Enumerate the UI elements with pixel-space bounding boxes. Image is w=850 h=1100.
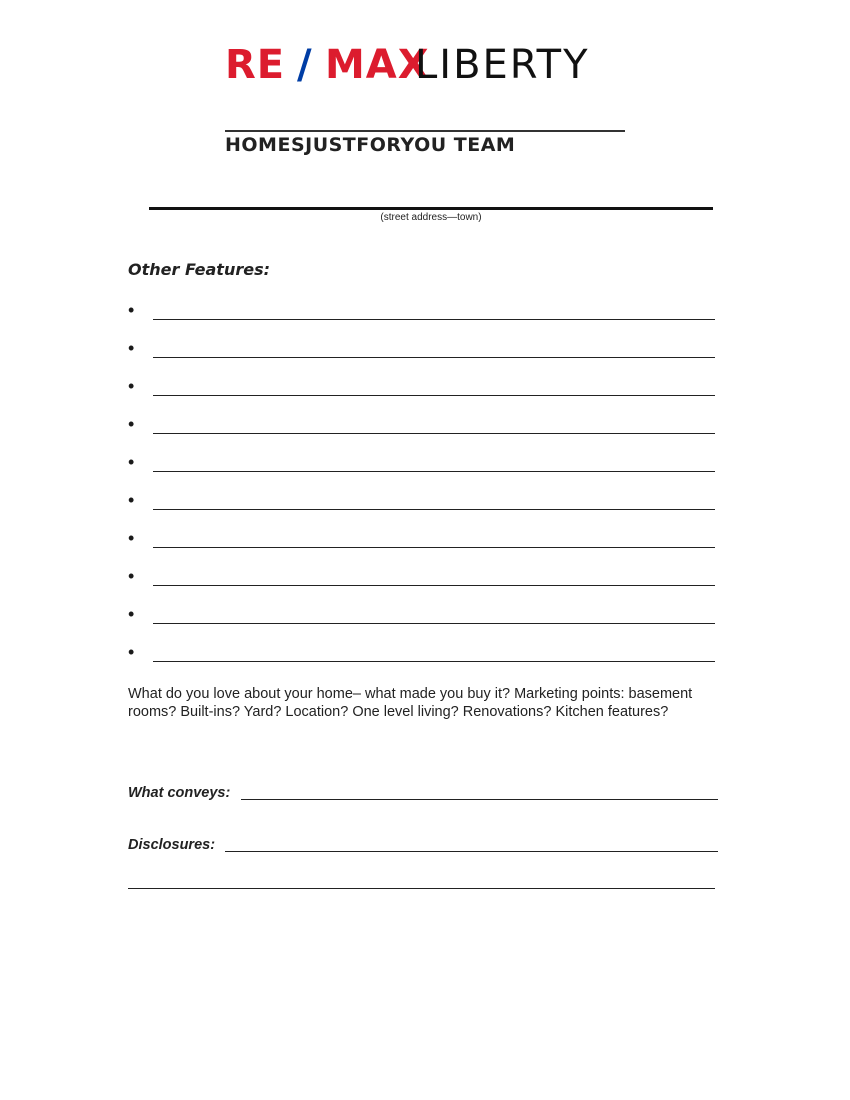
bullet-icon: • xyxy=(128,300,135,320)
features-list xyxy=(128,300,718,680)
logo-team-name: HOMESJUSTFORYOU TEAM xyxy=(225,134,516,156)
feature-item xyxy=(128,376,718,414)
feature-input-line[interactable] xyxy=(153,661,715,662)
logo-slash-text: / xyxy=(297,42,312,88)
feature-item xyxy=(128,642,718,680)
feature-input-line[interactable] xyxy=(153,547,715,548)
disclosures-continuation-line[interactable] xyxy=(128,888,715,889)
logo-liberty-text: LIBERTY xyxy=(415,42,590,88)
feature-input-line[interactable] xyxy=(153,509,715,510)
bullet-icon: • xyxy=(128,490,135,510)
bullet-icon: • xyxy=(128,452,135,472)
feature-input-line[interactable] xyxy=(153,395,715,396)
feature-item xyxy=(128,300,718,338)
address-caption: (street address—town) xyxy=(380,212,482,223)
remax-liberty-logo xyxy=(225,42,625,156)
feature-input-line[interactable] xyxy=(153,433,715,434)
logo-max-text: MAX xyxy=(325,42,430,88)
feature-input-line[interactable] xyxy=(153,623,715,624)
what-conveys-field xyxy=(128,784,718,804)
other-features-title: Other Features: xyxy=(128,260,270,279)
bullet-icon: • xyxy=(128,642,135,662)
what-conveys-input-line[interactable] xyxy=(241,799,718,800)
address-input-line[interactable] xyxy=(149,207,713,210)
bullet-icon: • xyxy=(128,566,135,586)
disclosures-label: Disclosures: xyxy=(128,837,216,853)
feature-item xyxy=(128,490,718,528)
feature-input-line[interactable] xyxy=(153,471,715,472)
logo-divider xyxy=(225,130,625,132)
feature-input-line[interactable] xyxy=(153,357,715,358)
feature-item xyxy=(128,452,718,490)
feature-item xyxy=(128,414,718,452)
bullet-icon: • xyxy=(128,528,135,548)
feature-item xyxy=(128,566,718,604)
bullet-icon: • xyxy=(128,414,135,434)
feature-item xyxy=(128,338,718,376)
bullet-icon: • xyxy=(128,376,135,396)
feature-item xyxy=(128,528,718,566)
disclosures-input-line[interactable] xyxy=(225,851,718,852)
feature-item xyxy=(128,604,718,642)
logo-re-text: RE xyxy=(225,42,286,88)
marketing-prompt: What do you love about your home– what made you buy it? Marketing points: basement rooms? Built-ins? Yard? Location? One level living? Renovations? Kitchen features? xyxy=(128,686,693,720)
what-conveys-label: What conveys: xyxy=(128,785,231,801)
bullet-icon: • xyxy=(128,338,135,358)
disclosures-field xyxy=(128,836,718,856)
feature-input-line[interactable] xyxy=(153,585,715,586)
feature-input-line[interactable] xyxy=(153,319,715,320)
logo-wordmark xyxy=(225,42,625,88)
bullet-icon: • xyxy=(128,604,135,624)
